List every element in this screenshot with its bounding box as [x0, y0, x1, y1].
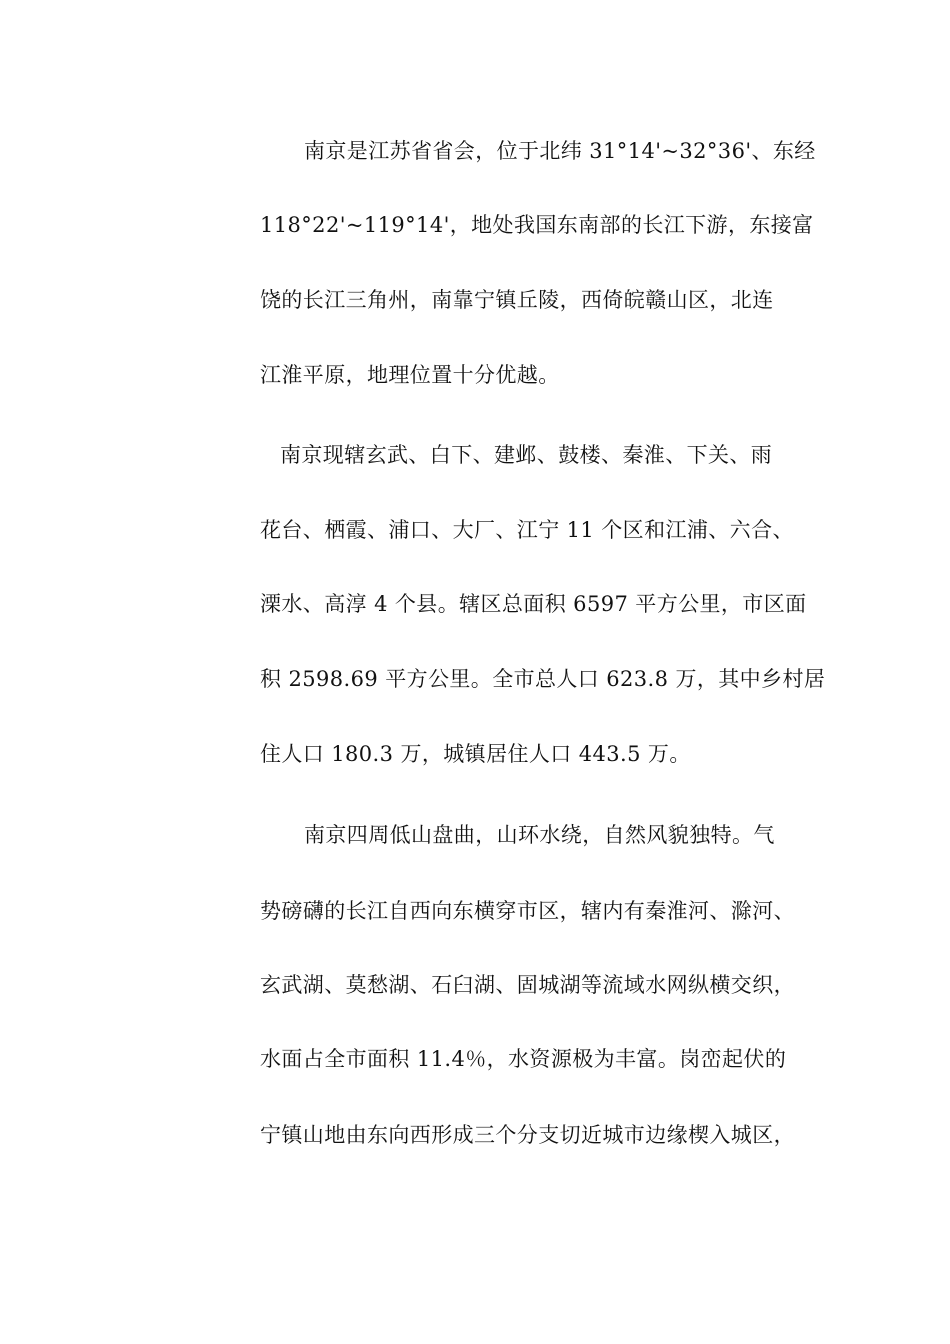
paragraph-2-line-2: 花台、栖霞、浦口、大厂、江宁 11 个区和江浦、六合、	[260, 518, 794, 542]
paragraph-1-line-4: 江淮平原，地理位置十分优越。	[260, 363, 560, 387]
paragraph-2-line-5: 住人口 180.3 万，城镇居住人口 443.5 万。	[260, 742, 691, 766]
paragraph-1-line-2: 118°22'~119°14'，地处我国东南部的长江下游，东接富	[260, 213, 814, 237]
paragraph-1-line-3: 饶的长江三角州，南靠宁镇丘陵，西倚皖赣山区，北连	[260, 288, 774, 312]
paragraph-3-line-1: 南京四周低山盘曲，山环水绕，自然风貌独特。气	[304, 823, 775, 847]
paragraph-3-line-2: 势磅礴的长江自西向东横穿市区，辖内有秦淮河、滁河、	[260, 899, 795, 923]
paragraph-1-line-1: 南京是江苏省省会，位于北纬 31°14'~32°36'、东经	[304, 139, 816, 163]
paragraph-3-line-3: 玄武湖、莫愁湖、石臼湖、固城湖等流域水网纵横交织，	[260, 973, 795, 997]
paragraph-3-line-5: 宁镇山地由东向西形成三个分支切近城市边缘楔入城区，	[260, 1123, 795, 1147]
paragraph-2-line-4: 积 2598.69 平方公里。全市总人口 623.8 万，其中乡村居	[260, 667, 826, 691]
paragraph-2-line-1: 南京现辖玄武、白下、建邺、鼓楼、秦淮、下关、雨	[280, 443, 773, 467]
paragraph-2-line-3: 溧水、高淳 4 个县。辖区总面积 6597 平方公里，市区面	[260, 592, 807, 616]
paragraph-3-line-4: 水面占全市面积 11.4％，水资源极为丰富。岗峦起伏的	[260, 1047, 787, 1071]
